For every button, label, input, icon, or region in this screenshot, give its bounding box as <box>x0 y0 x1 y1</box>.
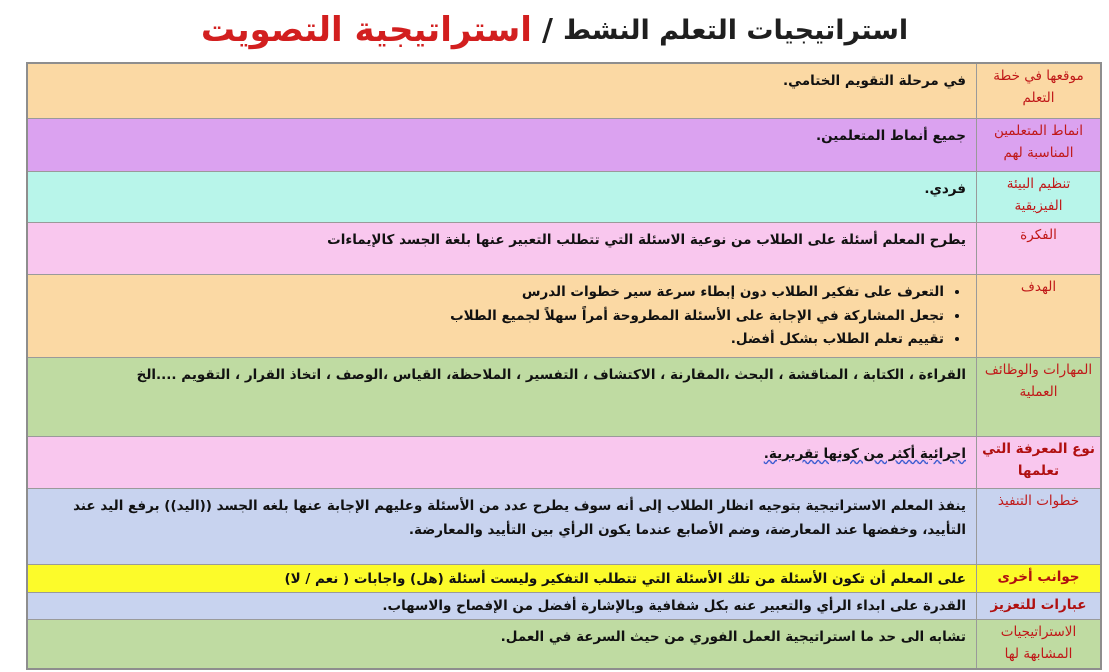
table-row-similar-strategies <box>28 619 1100 668</box>
table-row-reinforcement <box>28 592 1100 619</box>
row-content <box>28 437 976 488</box>
table-row-skills <box>28 357 1100 436</box>
row-label: عبارات للتعزيز <box>976 593 1100 619</box>
title-main: استراتيجيات التعلم النشط <box>562 14 909 46</box>
table-row-placement <box>28 64 1100 118</box>
row-text: اجرائية أكثر من كونها تقريرية. <box>763 446 966 462</box>
row-content: ينفذ المعلم الاستراتيجية بتوجيه انظار الطلاب إلى أنه سوف يطرح عدد من الأسئلة وعليهم الإجابة عنها بلغه الجسد ((اليد)) برفع اليد عند التأييد، وخفضها عند المعارضة، وضم الأصابع عندما يكون الرأي بين التأييد والمعارضة. <box>73 498 966 538</box>
table-row-idea <box>28 222 1100 274</box>
page-title <box>0 2 1109 58</box>
row-label: الفكرة <box>976 223 1100 274</box>
row-content: يطرح المعلم أسئلة على الطلاب من نوعية الاسئلة التي تتطلب التعبير عنها بلغة الجسد كالإيماءات <box>327 232 966 248</box>
strategy-table <box>26 62 1102 670</box>
list-item: • التعرف على تفكير الطلاب دون إبطاء سرعة سير خطوات الدرس <box>38 281 944 305</box>
row-label: الاستراتيجيات المشابهة لها <box>976 620 1100 668</box>
table-row-other-aspects <box>28 564 1100 592</box>
list-item: • تقييم تعلم الطلاب بشكل أفضل. <box>38 328 944 352</box>
title-strategy-name: استراتيجية التصويت <box>200 10 532 50</box>
row-content: فردي. <box>924 181 966 197</box>
title-separator: / <box>541 12 553 48</box>
table-row-steps <box>28 488 1100 564</box>
row-label: خطوات التنفيذ <box>976 489 1100 564</box>
row-label: موقعها في خطة التعلم <box>976 64 1100 118</box>
row-content: القراءة ، الكتابة ، المناقشة ، البحث ،المقارنة ، الاكتشاف ، التفسير ، الملاحظة، القياس ،الوصف ، اتخاذ القرار ، التقويم ....الخ <box>136 367 966 383</box>
table-row-goal <box>28 274 1100 357</box>
row-label: المهارات والوظائف العملية <box>976 358 1100 436</box>
goal-list <box>38 281 966 352</box>
table-row-learner-types <box>28 118 1100 171</box>
row-label: تنظيم البيئة الفيزيقية <box>976 172 1100 222</box>
row-content: تشابه الى حد ما استراتيجية العمل الفوري من حيث السرعة في العمل. <box>500 629 966 645</box>
row-label: انماط المتعلمين المناسبة لهم <box>976 119 1100 171</box>
row-label: جوانب أخرى <box>976 565 1100 592</box>
row-content: في مرحلة التقويم الختامي. <box>783 73 966 89</box>
row-content <box>28 275 976 357</box>
table-row-knowledge-type <box>28 436 1100 488</box>
list-item: • تجعل المشاركة في الإجابة على الأسئلة المطروحة أمراً سهلاً لجميع الطلاب <box>38 305 944 329</box>
row-label: الهدف <box>976 275 1100 357</box>
row-content: على المعلم أن تكون الأسئلة من تلك الأسئلة التي تتطلب التفكير وليست أسئلة (هل) واجابات ( نعم / لا) <box>284 571 966 587</box>
row-content: جميع أنماط المتعلمين. <box>816 128 966 144</box>
row-label: نوع المعرفة التي تعلمها <box>976 437 1100 488</box>
row-content: القدرة على ابداء الرأي والتعبير عنه بكل شفافية وبالإشارة أفضل من الإفصاح والاسهاب. <box>382 598 966 614</box>
table-row-environment <box>28 171 1100 222</box>
